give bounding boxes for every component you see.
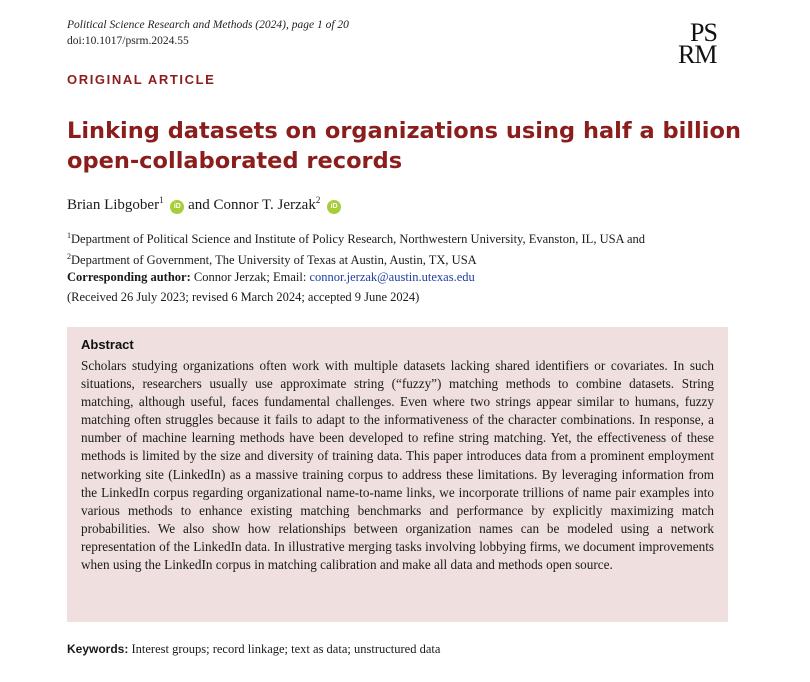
corresponding-author bbox=[67, 269, 757, 286]
keywords-text: Interest groups; record linkage; text as data; unstructured data bbox=[131, 642, 441, 656]
orcid-icon[interactable]: iD bbox=[327, 200, 341, 214]
keywords-label: Keywords: bbox=[67, 642, 129, 656]
affiliation-sup: 1 bbox=[67, 231, 71, 240]
journal-citation: Political Science Research and Methods (2024), page 1 of 20 bbox=[67, 19, 349, 31]
abstract-heading: Abstract bbox=[81, 337, 134, 352]
affiliation-text: Department of Political Science and Institute of Policy Research, Northwestern University, Evanston, IL, USA and bbox=[71, 232, 646, 247]
logo-line-1: PS bbox=[690, 18, 717, 47]
logo-line-2: RM bbox=[678, 40, 717, 69]
author-conjunction: and bbox=[188, 197, 210, 213]
received-dates: (Received 26 July 2023; revised 6 March 2024; accepted 9 June 2024) bbox=[67, 290, 420, 304]
author-name: Brian Libgober bbox=[67, 197, 160, 213]
affiliation-sup: 2 bbox=[67, 252, 71, 262]
email-link[interactable]: connor.jerzak@austin.utexas.edu bbox=[309, 270, 475, 285]
orcid-icon[interactable]: iD bbox=[170, 200, 184, 214]
corresponding-author-text: Connor Jerzak; Email: bbox=[193, 270, 307, 285]
keywords bbox=[67, 642, 440, 657]
affiliation-text: Department of Government, The University of Texas at Austin, Austin, TX, USA bbox=[71, 253, 477, 268]
abstract-box bbox=[67, 327, 728, 622]
author-affil-sup: 1 bbox=[159, 195, 164, 205]
author-name: Connor T. Jerzak bbox=[213, 197, 316, 213]
doi[interactable]: doi:10.1017/psrm.2024.55 bbox=[67, 35, 189, 47]
author-list bbox=[67, 195, 341, 214]
author-affil-sup: 2 bbox=[315, 195, 321, 205]
affiliation-1 bbox=[67, 227, 757, 248]
abstract-text: Scholars studying organizations often work with multiple datasets lacking shared identifiers or covariates. In such situations, researchers usually use approximate string (“fuzzy”) matching methods to combine datasets. String matching, although useful, faces fundamental challenges. Even where two strings appear similar to humans, fuzzy matching often struggles because it fails to adapt to the informativeness of the character combinations. In response, a number of machine learning methods have been developed to refine string matching. Yet, the effectiveness of these methods is limited by the size and diversity of training data. This paper introduces data from a prominent employment networking site (LinkedIn) as a massive training corpus to address these limitations. By leveraging information from the LinkedIn corpus regarding organizational name-to-name links, we incorporate trillions of name pair examples into various methods to enhance existing matching benchmarks and performance by explicitly maximizing match probabilities. We also show how relationships between organization names can be modeled using a network representation of the LinkedIn data. In illustrative merging tasks involving lobbying firms, we document improvements when using the LinkedIn corpus in matching calibration and make all data and methods open source. bbox=[81, 358, 714, 573]
corresponding-author-label: Corresponding author: bbox=[67, 270, 191, 285]
affiliations bbox=[67, 227, 757, 286]
psrm-logo bbox=[676, 20, 736, 72]
article-title: Linking datasets on organizations using half a billion open-collaborated records bbox=[67, 118, 741, 174]
affiliation-2 bbox=[67, 248, 757, 269]
article-type: ORIGINAL ARTICLE bbox=[67, 72, 216, 87]
